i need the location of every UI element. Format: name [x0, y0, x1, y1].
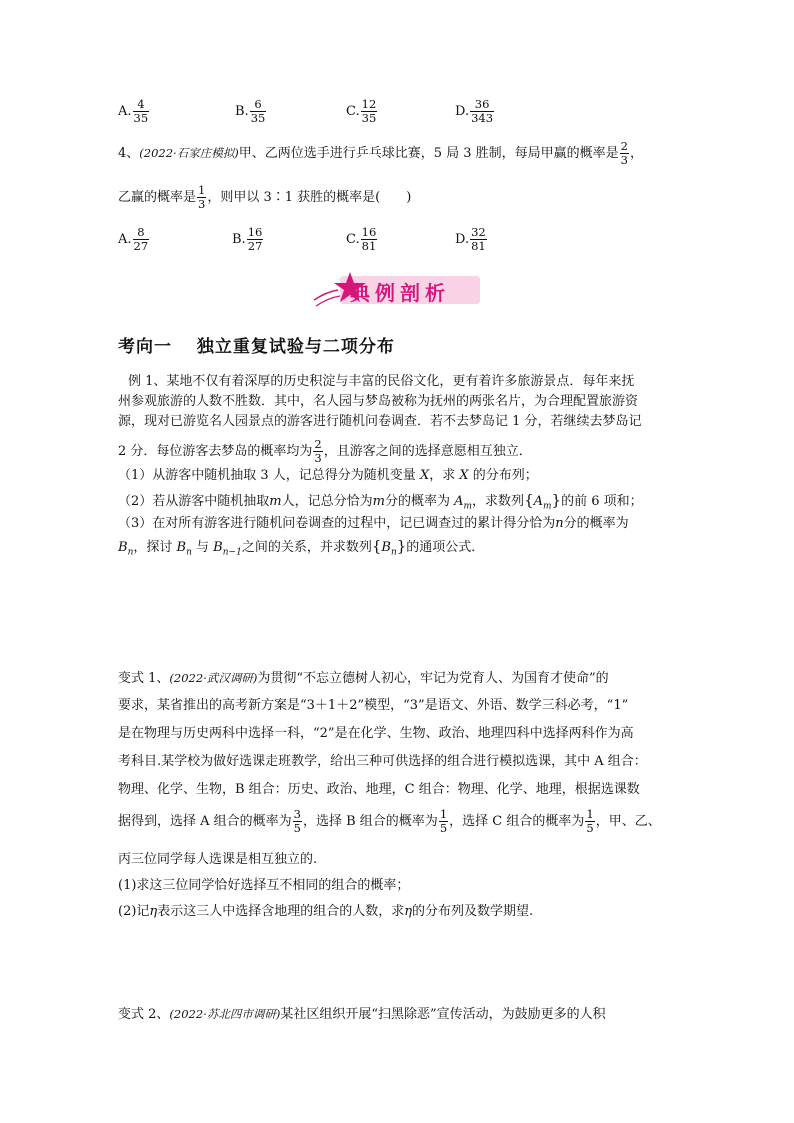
example1-line-1: 例 1、某地不仅有着深厚的历史积淀与丰富的民俗文化，更有着许多旅游景点．每年来抚 [128, 374, 635, 389]
q4-line-1: 4、(2022·石家庄模拟)甲、乙两位选手进行乒乓球比赛，5 局 3 胜制，每局甲赢的概率是 $\frac{2}{3}$ ， [118, 139, 643, 168]
variant1-line-7: 丙三位同学每人选课是相互独立的. [118, 852, 318, 867]
variant2-line-1: 变式 2、(2022·苏北四市调研)某社区组织开展“扫黑除恶”宣传活动，为鼓励更多的人积 [118, 1007, 606, 1022]
q4-option-b: B. $\frac{16}{27}$ [232, 225, 263, 254]
variant1-line-2: 要求，某省推出的高考新方案是“3＋1＋2”模型，“3”是语文、外语、数学三科必考，“1” [118, 698, 629, 713]
badge-text: 典例剖析 [350, 281, 450, 305]
q3-option-c: C. $\frac{12}{35}$ [346, 97, 377, 126]
section-badge [312, 270, 484, 308]
q3-option-d: D. $\frac{36}{343}$ [455, 97, 494, 126]
q4-option-d: D. $\frac{32}{81}$ [455, 225, 486, 254]
variant1-line-5: 物理、化学、生物，B 组合：历史、政治、地理，C 组合：物理、化学、地理，根据选课数 [118, 782, 640, 797]
example1-part-1: （1）从游客中随机抽取 3 人，记总得分为随机变量 X，求 X 的分布列； [118, 468, 538, 483]
example1-part-2: （2）若从游客中随机抽取m人，记总分恰为m分的概率为 $A_m$，求数列$\{A_m\}$的前 6 项和； [118, 491, 643, 512]
example1-line-4: 2 分．每位游客去梦岛的概率均为 $\frac{2}{3}$ ，且游客之间的选择意愿相互独立． [118, 437, 532, 466]
q4-option-c: C. $\frac{16}{81}$ [346, 225, 377, 254]
q3-option-a: A. $\frac{4}{35}$ [118, 97, 149, 126]
example1-line-3: 源，现对已游览名人园景点的游客进行随机问卷调查．若不去梦岛记 1 分，若继续去梦岛记 [118, 414, 642, 429]
variant1-line-1: 变式 1、(2022·武汉调研)为贯彻“不忘立德树人初心，牢记为党育人、为国育才使命”的 [118, 671, 609, 686]
variant1-line-6: 据得到，选择 A 组合的概率为 $\frac{3}{5}$ ，选择 B 组合的概率为 $\frac{1}{5}$ ，选择 C 组合的概率为 $\frac{1}{5}$ ，甲、乙、 [118, 807, 661, 836]
variant1-question-2: (2)记η表示这三人中选择含地理的组合的人数，求η的分布列及数学期望. [118, 904, 534, 919]
example1-line-2: 州参观旅游的人数不胜数．其中，名人园与梦岛被称为抚州的两张名片，为合理配置旅游资 [118, 394, 639, 409]
variant1-line-3: 是在物理与历史两科中选择一科，“2”是在化学、生物、政治、地理四科中选择两科作为高 [118, 726, 634, 741]
q4-line-2: 乙赢的概率是 $\frac{1}{3}$ ，则甲以 3∶1 获胜的概率是( ) [118, 183, 412, 212]
section-heading: 考向一 独立重复试验与二项分布 [118, 337, 395, 357]
example1-part-3-line-2: $B_n$，探讨 $B_n$ 与 $B_{n-1}$之间的关系，并求数列$\{B_n\}$的通项公式． [118, 537, 485, 558]
variant1-question-1: (1)求这三位同学恰好选择互不相同的组合的概率； [118, 878, 410, 893]
q4-option-a: A. $\frac{8}{27}$ [118, 225, 149, 254]
q3-option-b: B. $\frac{6}{35}$ [235, 97, 266, 126]
example1-part-3-line-1: （3）在对所有游客进行随机问卷调查的过程中，记已调查过的累计得分恰为n分的概率为 [118, 516, 629, 531]
variant1-line-4: 考科目.某学校为做好选课走班教学，给出三种可供选择的组合进行模拟选课，其中 A 组合： [118, 754, 647, 769]
